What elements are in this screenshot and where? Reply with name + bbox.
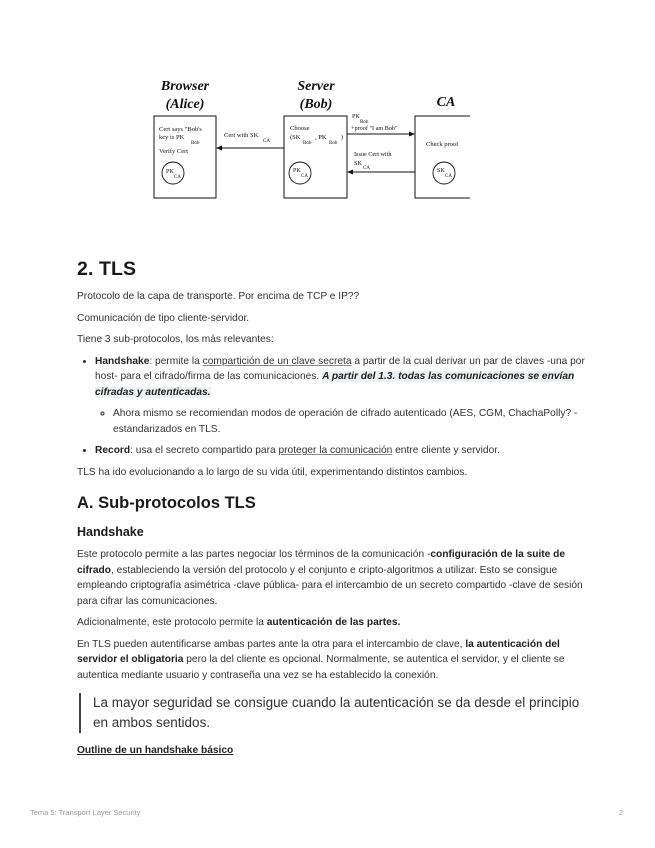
browser-badge-sub: CA xyxy=(174,175,181,180)
browser-text-3: Verify Cert xyxy=(159,148,189,155)
server-subtitle: (Bob) xyxy=(299,97,333,112)
tls-paragraph-3: Tiene 3 sub-protocolos, los más relevantes: xyxy=(77,334,274,345)
ca-title: CA xyxy=(436,95,456,110)
browser-subtitle: (Alice) xyxy=(165,97,205,112)
handshake-paragraph-2 xyxy=(77,615,587,631)
cert-arrowhead xyxy=(216,146,222,151)
security-quote: La mayor seguridad se consigue cuando la autenticación se da desde el principio en ambos sentidos. xyxy=(79,693,587,733)
record-term: Record xyxy=(95,445,131,456)
handshake-text-1: : permite la xyxy=(149,355,203,367)
browser-text-2: key is PK xyxy=(159,134,185,141)
footer-page-number: 2 xyxy=(619,808,624,817)
hs-p1-c: , estableciendo la versión del protocolo y el conjunto e cripto-algoritmos a utilizar. Esto se consigue empleando criptografía asimétrica -clave pública- para el intercambio de un secreto compartido -clave de sesión para cifrar las comunicaciones. xyxy=(77,564,583,607)
browser-text-1: Cert says "Bob's xyxy=(159,126,202,133)
server-text-2-end: ) xyxy=(341,134,344,141)
ca-badge-sub: CA xyxy=(445,174,452,179)
handshake-paragraph-1 xyxy=(77,547,587,609)
main-content xyxy=(77,258,587,756)
hs-p1-b: configuración de la suite de cifrado xyxy=(77,549,566,576)
proof-arrowhead xyxy=(409,132,415,137)
section-heading-tls: 2. TLS xyxy=(77,258,137,280)
subsection-heading-handshake: Handshake xyxy=(77,525,144,539)
pk-label-sub: Bob xyxy=(360,120,369,125)
tls-certificate-diagram xyxy=(150,76,470,202)
server-text-2-mid: , PK xyxy=(315,134,327,141)
section-heading-subprotocols: A. Sub-protocolos TLS xyxy=(77,494,256,512)
proof-label: +proof "I am Bob" xyxy=(351,125,398,132)
cert-arrow-label-sub: CA xyxy=(263,139,270,144)
issue-label: Issue Cert with xyxy=(354,151,392,158)
hs-p2-a: Adicionalmente, este protocolo permite la xyxy=(77,617,267,628)
browser-title: Browser xyxy=(160,79,210,94)
handshake-term: Handshake xyxy=(95,355,150,367)
ca-badge-text: SK xyxy=(437,168,445,174)
ca-text-1: Check proof xyxy=(426,141,459,148)
list-item-record xyxy=(95,443,587,459)
tls-paragraph-2: Comunicación de tipo cliente-servidor. xyxy=(77,312,250,324)
list-item-handshake xyxy=(95,354,587,438)
server-text-2-sub2: Bob xyxy=(329,141,338,146)
browser-text-2-sub: Bob xyxy=(191,141,200,146)
server-badge-text: PK xyxy=(293,168,301,174)
record-text-2: entre cliente y servidor. xyxy=(392,445,500,456)
handshake-sublist xyxy=(95,406,587,437)
hs-p2-b: autenticación de las partes. xyxy=(266,617,401,628)
handshake-paragraph-3 xyxy=(77,637,587,684)
server-text-2: (SK xyxy=(290,134,301,141)
pk-label: PK xyxy=(352,114,360,120)
server-text-1: Choose xyxy=(290,125,310,132)
server-badge-sub: CA xyxy=(301,174,308,179)
server-text-2-sub1: Bob xyxy=(303,141,312,146)
ca-box xyxy=(415,116,470,198)
record-text-1: : usa el secreto compartido para xyxy=(130,445,279,456)
subprotocol-list xyxy=(77,354,587,459)
issue-label-sub: CA xyxy=(363,166,370,171)
outline-heading: Outline de un handshake básico xyxy=(77,745,234,756)
handshake-subitem: ◦ Ahora mismo se recomiendan modos de operación de cifrado autenticado (AES, CGM, ChachaPolly? -estandarizados en TLS. xyxy=(113,406,587,437)
cert-arrow-label: Cert with SK xyxy=(224,132,259,139)
hs-p3-a: En TLS pueden autentificarse ambas partes ante la otra para el intercambio de clave, xyxy=(77,638,466,650)
handshake-link[interactable]: compartición de un clave secreta xyxy=(202,355,352,367)
hs-p3-c: pero la del cliente es opcional. Normalmente, se autentica el servidor, y el cliente se autentica mediante usuario y contraseña una vez se ha establecido la conexión. xyxy=(77,654,565,681)
diagram-svg xyxy=(150,76,470,202)
tls-paragraph-4: TLS ha ido evolucionando a lo largo de su vida útil, experimentando distintos cambios. xyxy=(77,466,468,478)
handshake-text-2: a partir de la cual derivar un par de claves -una por host- para el cifrado/firma de las comunicaciones. xyxy=(95,355,585,382)
issue-arrowhead xyxy=(347,170,353,175)
server-title: Server xyxy=(297,79,335,94)
tls-paragraph-1: Protocolo de la capa de transporte. Por encima de TCP e IP?? xyxy=(77,291,360,302)
handshake-highlight: A partir del 1.3. todas las comunicaciones se envían cifradas y autenticadas. xyxy=(95,371,575,398)
hs-p1-a: Este protocolo permite a las partes negociar los términos de la comunicación - xyxy=(77,549,431,560)
footer-title: Tema 5: Transport Layer Security xyxy=(30,808,141,817)
issue-label-2: SK xyxy=(354,160,362,167)
hs-p3-b: la autenticación del servidor el obligatoria xyxy=(77,638,560,665)
record-link[interactable]: proteger la comunicación xyxy=(278,445,393,456)
browser-badge-text: PK xyxy=(166,169,174,175)
